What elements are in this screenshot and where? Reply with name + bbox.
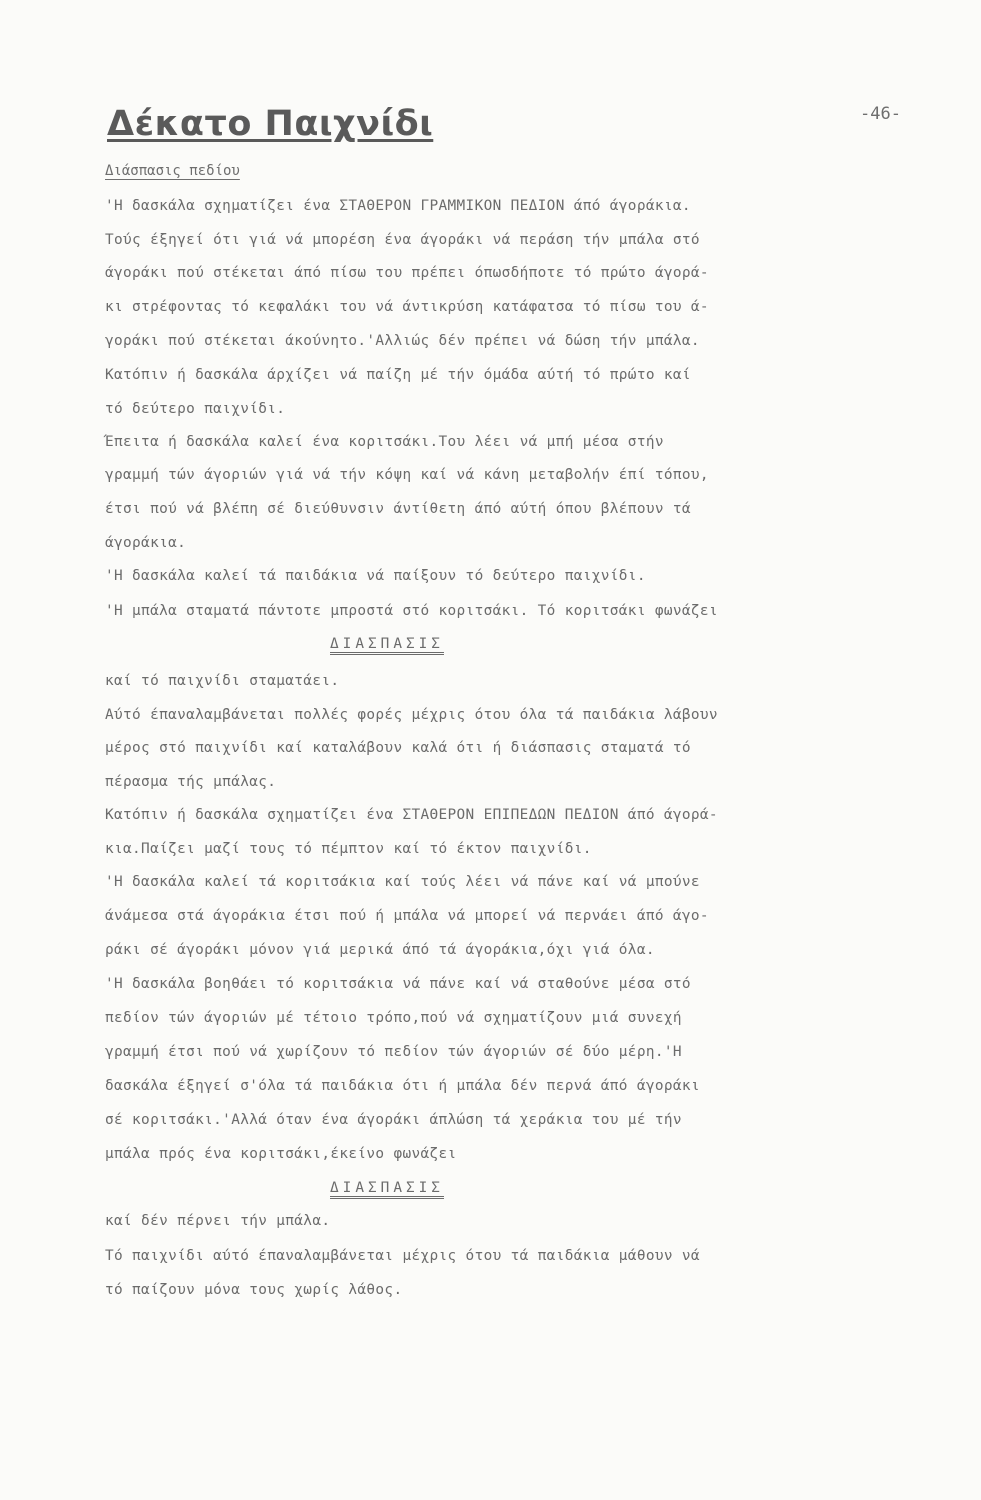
page-title: Δέκατο Παιχνίδι — [107, 104, 434, 144]
text-line: Κατόπιν ή δασκάλα άρχίζει νά παίζη μέ τήν όμάδα αύτή τό πρώτο καί — [105, 367, 691, 383]
text-line: έτσι πού νά βλέπη σέ διεύθυνσιν άντίθετη άπό αύτή όπου βλέπουν τά — [105, 501, 691, 517]
text-line: κι στρέφοντας τό κεφαλάκι του νά άντικρύση κατάφατσα τό πίσω του ά- — [105, 299, 709, 315]
text-line: γραμμή έτσι πού νά χωρίζουν τό πεδίον τών άγοριών σέ δύο μέρη.'Η — [105, 1044, 682, 1060]
text-line: ράκι σέ άγοράκι μόνον γιά μερικά άπό τά άγοράκια,όχι γιά όλα. — [105, 942, 655, 958]
text-line: δασκάλα έξηγεί σ'όλα τά παιδάκια ότι ή μπάλα δέν περνά άπό άγοράκι — [105, 1078, 700, 1094]
page-number: -46- — [860, 104, 901, 124]
diaspasis-callout: ΔΙΑΣΠΑΣΙΣ — [330, 1180, 444, 1196]
text-line: γραμμή τών άγοριών γιά νά τήν κόψη καί νά κάνη μεταβολήν έπί τόπου, — [105, 467, 709, 483]
text-line: άγοράκι πού στέκεται άπό πίσω του πρέπει όπωσδήποτε τό πρώτο άγορά- — [105, 265, 709, 281]
text-line: 'Η δασκάλα σχηματίζει ένα ΣΤΑΘΕΡΟΝ ΓΡΑΜΜΙΚΟΝ ΠΕΔΙΟΝ άπό άγοράκια. — [105, 198, 691, 214]
text-line: τό παίζουν μόνα τους χωρίς λάθος. — [105, 1282, 403, 1298]
text-line: μπάλα πρός ένα κοριτσάκι,έκείνο φωνάζει — [105, 1146, 457, 1162]
text-line: 'Η δασκάλα καλεί τά παιδάκια νά παίξουν τό δεύτερο παιχνίδι. — [105, 568, 646, 584]
text-line: Έπειτα ή δασκάλα καλεί ένα κοριτσάκι.Του λέει νά μπή μέσα στήν — [105, 434, 664, 450]
text-line: γοράκι πού στέκεται άκούνητο.'Αλλιώς δέν πρέπει νά δώση τήν μπάλα. — [105, 333, 700, 349]
text-line: 'Η δασκάλα βοηθάει τό κοριτσάκια νά πάνε καί νά σταθούνε μέσα στό — [105, 976, 691, 992]
text-line: άνάμεσα στά άγοράκια έτσι πού ή μπάλα νά μπορεί νά περνάει άπό άγο- — [105, 908, 709, 924]
text-line: καί τό παιχνίδι σταματάει. — [105, 673, 340, 689]
text-line: Αύτό έπαναλαμβάνεται πολλές φορές μέχρις ότου όλα τά παιδάκια λάβουν — [105, 707, 718, 723]
text-line: άγοράκια. — [105, 535, 187, 551]
section-subtitle: Διάσπασις πεδίου — [105, 163, 240, 179]
text-line: Τό παιχνίδι αύτό έπαναλαμβάνεται μέχρις ότου τά παιδάκια μάθουν νά — [105, 1248, 700, 1264]
diaspasis-callout: ΔΙΑΣΠΑΣΙΣ — [330, 636, 444, 652]
text-line: καί δέν πέρνει τήν μπάλα. — [105, 1213, 331, 1229]
text-line: κια.Παίζει μαζί τους τό πέμπτον καί τό έκτον παιχνίδι. — [105, 841, 592, 857]
text-line: πέρασμα τής μπάλας. — [105, 774, 277, 790]
text-line: σέ κοριτσάκι.'Αλλά όταν ένα άγοράκι άπλώση τά χεράκια του μέ τήν — [105, 1112, 682, 1128]
text-line: τό δεύτερο παιχνίδι. — [105, 401, 286, 417]
text-line: Τούς έξηγεί ότι γιά νά μπορέση ένα άγοράκι νά περάση τήν μπάλα στό — [105, 232, 700, 248]
text-line: μέρος στό παιχνίδι καί καταλάβουν καλά ότι ή διάσπασις σταματά τό — [105, 740, 691, 756]
text-line: 'Η δασκάλα καλεί τά κοριτσάκια καί τούς λέει νά πάνε καί νά μπούνε — [105, 874, 700, 890]
text-line: πεδίον τών άγοριών μέ τέτοιο τρόπο,πού νά σχηματίζουν μιά συνεχή — [105, 1010, 682, 1026]
text-line: Κατόπιν ή δασκάλα σχηματίζει ένα ΣΤΑΘΕΡΟΝ ΕΠΙΠΕΔΩΝ ΠΕΔΙΟΝ άπό άγορά- — [105, 807, 718, 823]
text-line: 'Η μπάλα σταματά πάντοτε μπροστά στό κοριτσάκι. Τό κοριτσάκι φωνάζει — [105, 603, 718, 619]
